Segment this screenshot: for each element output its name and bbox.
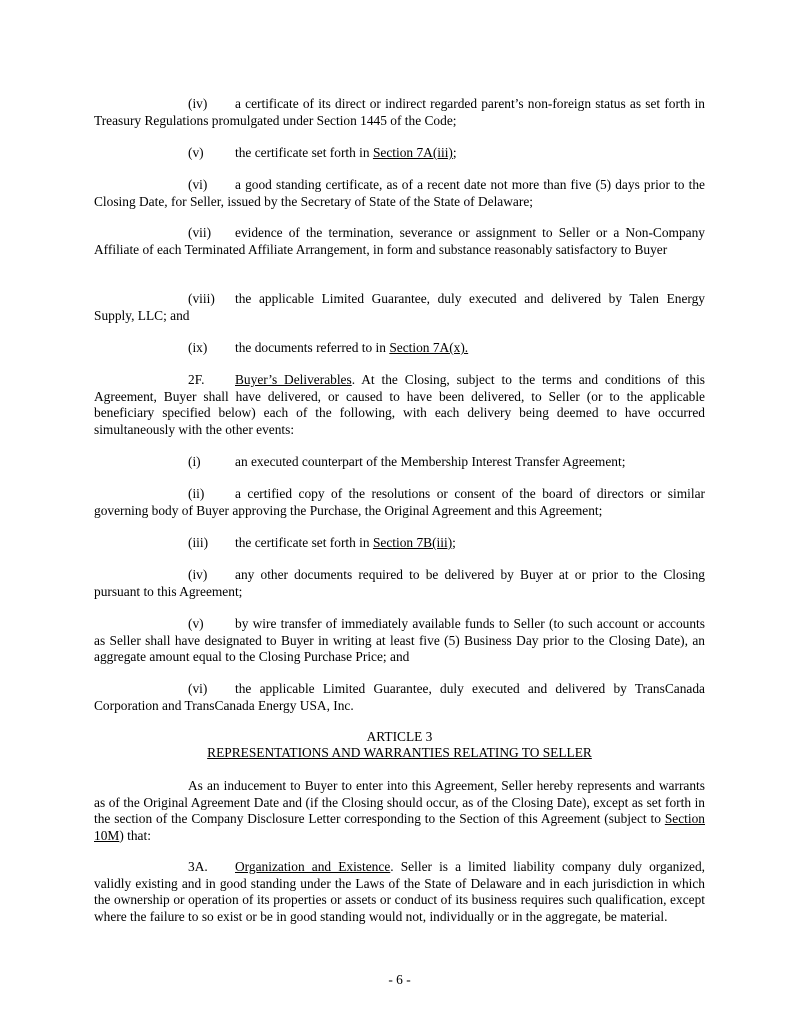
- item-text: any other documents required to be delivered by Buyer at or prior to the Closing pursuant to this Agreement;: [94, 567, 705, 599]
- seller-item-vii: [94, 225, 705, 258]
- page-number: - 6 -: [388, 972, 411, 987]
- item-text-end: ;: [452, 535, 456, 550]
- intro-text-end: ) that:: [119, 827, 151, 843]
- item-text: an executed counterpart of the Membership Interest Transfer Agreement;: [235, 454, 626, 469]
- seller-item-iv: [94, 96, 705, 129]
- seller-item-vi: [94, 177, 705, 210]
- section-label: 3A.: [188, 859, 208, 874]
- intro-text: As an inducement to Buyer to enter into this Agreement, Seller hereby represents and warrants as of the Original Agreement Date and (if the Closing should occur, as of the Closing Date), except as set forth in the section of the Company Disclosure Letter corresponding to the Section of this Agreement (subject to: [94, 778, 705, 827]
- seller-item-viii: [94, 291, 705, 324]
- item-label: (v): [188, 145, 204, 160]
- item-label: (viii): [188, 291, 215, 306]
- item-label: (v): [188, 616, 204, 631]
- buyer-item-i: [94, 454, 705, 471]
- seller-item-ix: [94, 340, 705, 357]
- item-text: the applicable Limited Guarantee, duly executed and delivered by Talen Energy Supply, LLC; and: [94, 291, 705, 323]
- item-text: the certificate set forth in: [235, 145, 373, 160]
- item-label: (vi): [188, 177, 208, 192]
- buyer-item-vi: [94, 681, 705, 714]
- item-label: (vii): [188, 225, 212, 240]
- item-label: (ii): [188, 486, 205, 501]
- item-label: (ix): [188, 340, 208, 355]
- item-label: (iv): [188, 567, 208, 582]
- section-2f: [94, 372, 705, 438]
- section-3a: [94, 859, 705, 925]
- seller-item-v: [94, 145, 705, 162]
- item-label: (iii): [188, 535, 209, 550]
- section-reference-link[interactable]: Section 7A(x).: [389, 340, 469, 355]
- section-heading: Organization and Existence: [235, 859, 391, 874]
- item-text-end: ;: [452, 145, 457, 160]
- section-reference-link[interactable]: Section 7A(iii): [372, 145, 453, 160]
- item-text: by wire transfer of immediately available funds to Seller (to such account or accounts as Seller shall have designated to Buyer in writing at least five (5) Business Day prior to the Closing Date), an aggregate amount equal to the Closing Purchase Price; and: [94, 616, 705, 665]
- item-text: a certified copy of the resolutions or consent of the board of directors or similar governing body of Buyer approving the Purchase, the Original Agreement and this Agreement;: [94, 486, 705, 518]
- buyer-item-ii: [94, 486, 705, 519]
- article-number: ARTICLE 3: [366, 729, 433, 744]
- section-reference-link[interactable]: Section 7B(iii): [372, 535, 453, 550]
- buyer-item-iv: [94, 567, 705, 600]
- item-text: a good standing certificate, as of a recent date not more than five (5) days prior to the Closing Date, for Seller, issued by the Secretary of State of the State of Delaware;: [94, 177, 705, 209]
- section-text: . Seller is a limited liability company duly organized, validly existing and in good standing under the Laws of the State of Delaware and in each jurisdiction in which the ownership or operation of its properties or assets or conduct of its business requires such qualification, except where the failure to so exist or be in good standing would not, individually or in the aggregate, be material.: [94, 859, 705, 924]
- item-label: (iv): [188, 96, 208, 111]
- item-label: (vi): [188, 681, 208, 696]
- item-text: the applicable Limited Guarantee, duly executed and delivered by TransCanada Corporation and TransCanada Energy USA, Inc.: [94, 681, 705, 713]
- item-text: the certificate set forth in: [235, 535, 373, 550]
- article-intro: [94, 778, 705, 844]
- section-text: . At the Closing, subject to the terms and conditions of this Agreement, Buyer shall have delivered, or caused to have been delivered, to Seller (or to the applicable beneficiary specified below) each of the following, with each delivery being deemed to have occurred simultaneously with the other events:: [94, 372, 706, 437]
- item-text: the documents referred to in: [235, 340, 390, 355]
- article-title: REPRESENTATIONS AND WARRANTIES RELATING TO SELLER: [207, 745, 592, 760]
- item-text: evidence of the termination, severance or assignment to Seller or a Non-Company Affiliate of each Terminated Affiliate Arrangement, in form and substance reasonably satisfactory to Buyer: [94, 225, 705, 257]
- section-label: 2F.: [188, 372, 205, 387]
- item-label: (i): [188, 454, 201, 469]
- buyer-item-v: [94, 616, 705, 666]
- section-reference-link[interactable]: Section 10M: [94, 811, 705, 843]
- section-heading: Buyer’s Deliverables: [235, 372, 352, 387]
- item-text: a certificate of its direct or indirect regarded parent’s non-foreign status as set forth in Treasury Regulations promulgated under Section 1445 of the Code;: [94, 96, 705, 128]
- buyer-item-iii: [94, 535, 705, 552]
